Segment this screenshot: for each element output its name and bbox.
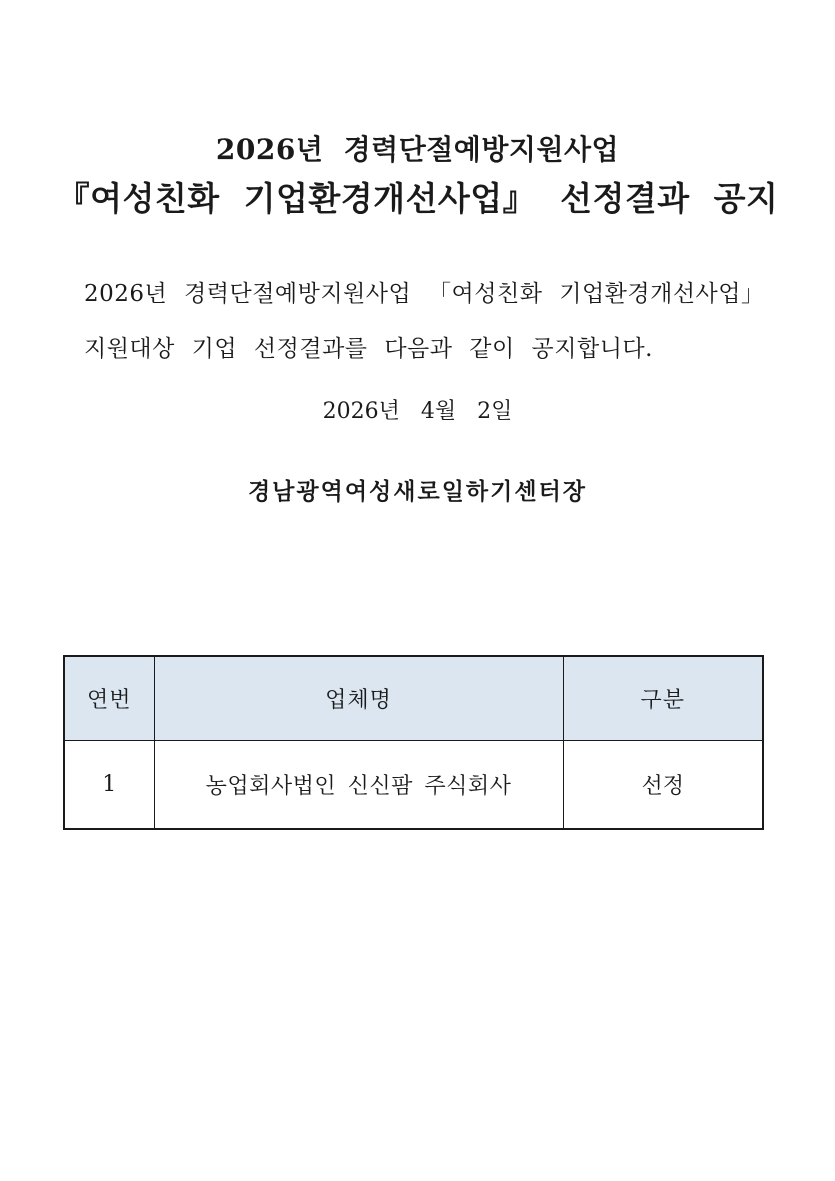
cell-row-number: 1 xyxy=(64,740,154,829)
table-row xyxy=(64,740,763,829)
issuer-signature: 경남광역여성새로일하기센터장 xyxy=(247,477,588,505)
notice-body-line-2: 지원대상 기업 선정결과를 다음과 같이 공지합니다. xyxy=(84,336,653,363)
table-header-row xyxy=(64,656,763,740)
table-header-no: 연번 xyxy=(64,656,154,740)
document-title-line2: 『여성친화 기업환경개선사업』 선정결과 공지 xyxy=(56,179,779,219)
document-title-line1: 2026년 경력단절예방지원사업 xyxy=(215,133,620,166)
cell-selection-status: 선정 xyxy=(563,740,763,829)
notice-body-line-1: 2026년 경력단절예방지원사업 「여성친화 기업환경개선사업」 xyxy=(84,281,765,308)
table-header-company: 업체명 xyxy=(154,656,563,740)
notice-date: 2026년 4월 2일 xyxy=(322,399,513,425)
table-header-category: 구분 xyxy=(563,656,763,740)
notice-body xyxy=(84,267,765,377)
selection-result-table xyxy=(63,655,764,830)
cell-company-name: 농업회사법인 신신팜 주식회사 xyxy=(154,740,563,829)
